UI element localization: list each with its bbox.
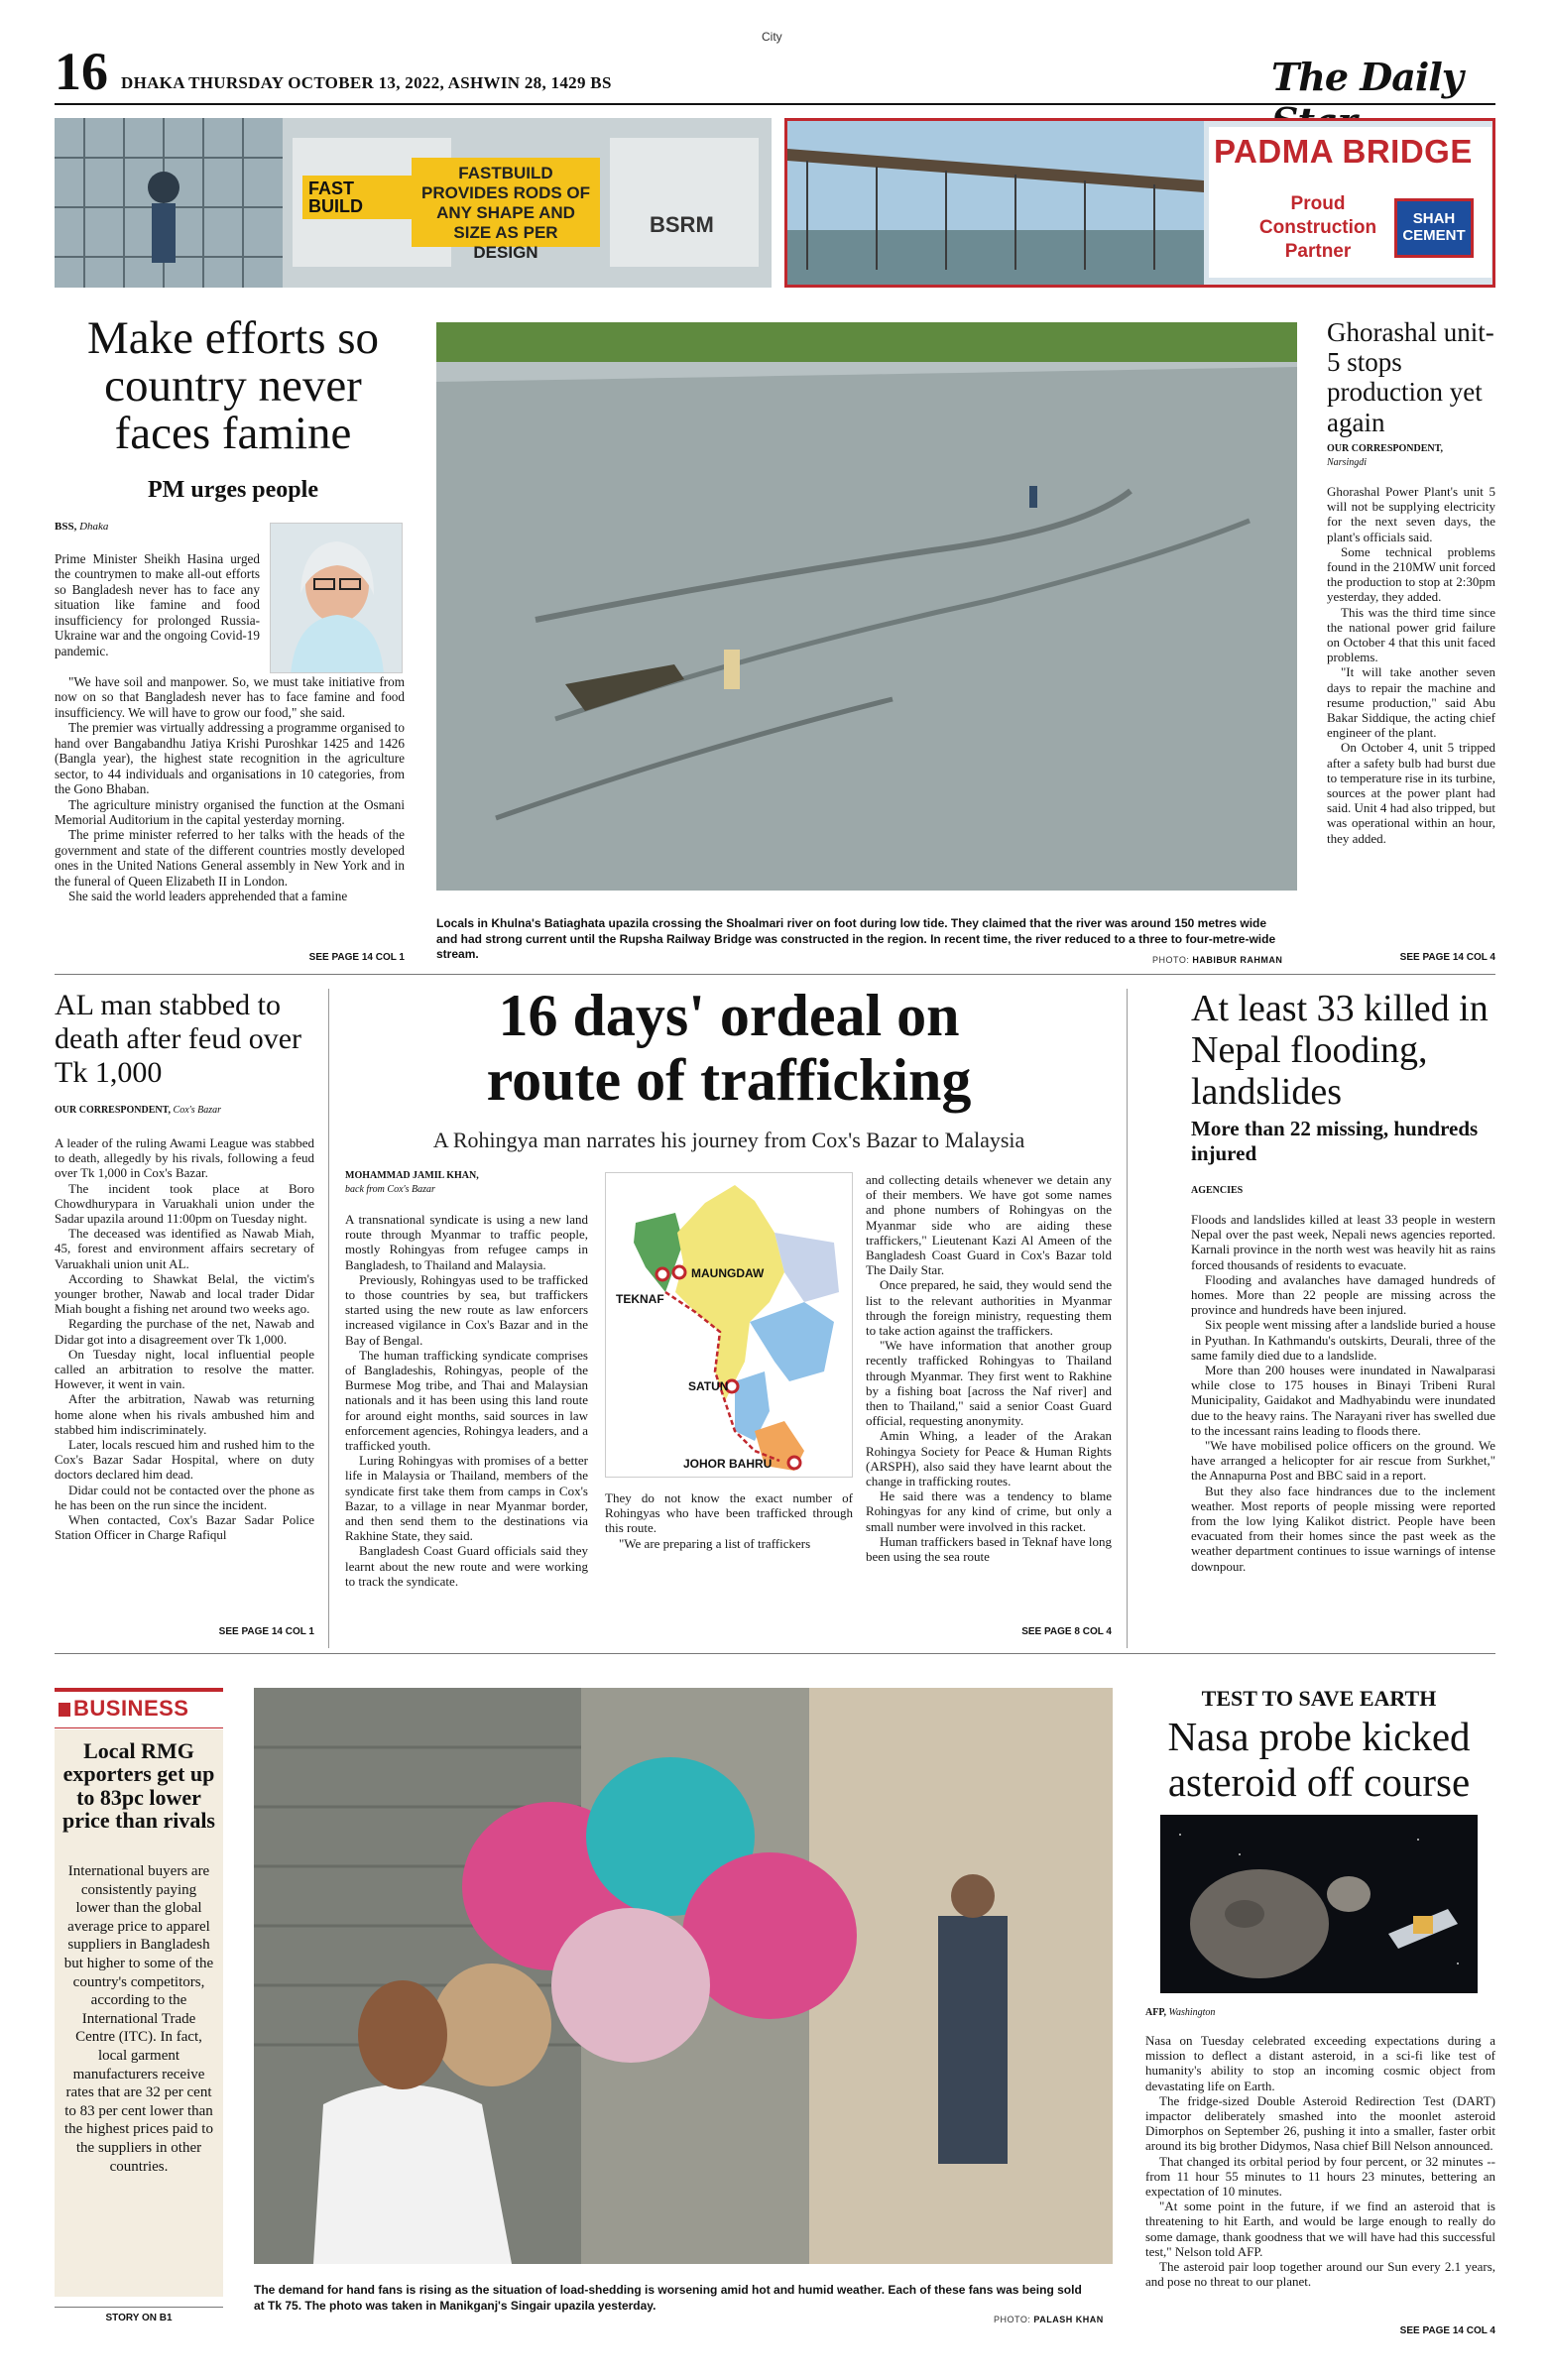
masthead-logo[interactable]: The Daily: [1271, 55, 1463, 99]
famine-byline: BSS, Dhaka: [55, 521, 109, 533]
business-headline[interactable]: Local RMG exporters get up to 83pc lower price than rivals: [62, 1738, 215, 1833]
shah-cement-logo: SHAH CEMENT: [1394, 198, 1474, 258]
trafficking-col1: A transnational syndicate is using a new land route through Myanmar to traffic people, mostly Rohingyas from refugee camps in Bangladesh, to Thailand and Malaysia. Previously, Rohingyas used to be trafficked to those countries by sea, but traffickers started using the new route as law enforcers increased vigilance in Cox's Bazar and in the Bay of Bengal. The human trafficking syndicate comprises of Bangladeshis, Rohingyas, people of the Burmese Mog tribe, and Thai and Malaysian nationals and it has been using this land route for around eight months, said sources in law enforcement agencies, Rohingya leaders, and a trafficked youth. Luring Rohingyas with promises of a better life in Malaysia or Thailand, members of the syndicate first take them from camps in Cox's Bazar, to a village in near Myanmar border, and then send them to the destinations via Rakhine State, they said. Bangladesh Coast Guard officials said they learnt about the new route and were working to track the syndicate.: [345, 1212, 588, 1589]
fans-caption: The demand for hand fans is rising as the situation of load-shedding is worsening amid hot and humid weather. Each of these fans was being sold at Tk 75. The photo was taken in Manikganj's Singair upazila yesterday.: [254, 2283, 1082, 2313]
ad-bsrm-fastbuild[interactable]: [55, 118, 772, 288]
nepal-body: Floods and landslides killed at least 33 people in western Nepal over the past week, Nepali news agencies reported. Karnali province in the north west was heavily hit as rains forced thousands of residents to evacuate. Flooding and avalanches have damaged hundreds of homes. More than 22 people are missing across the province and hundreds have been injured. Six people went missing after a landslide buried a house in Pyuthan. In Kathmandu's outskirts, Deurali, three of the same family died due to a landslide. More than 200 houses were inundated in Nawalparasi while close to 175 houses in Binayi Tribeni Rural Municipality, Gaidakot and Madhyabindu were inundated due to the heavy rains. The Narayani river has swelled due to the incessant rains leading to floods there. "We have mobilised police officers on the ground. We have arranged a helicopter for air rescue from Surkhet," the Annapurna Post and BBC said in a report. But they also face hindrances due to the inclement weather. Most reports of people missing were reported from the low lying Kalikot district. People have been evacuated from their homes since the past week as the weather department continues to issue warnings of intense downpour.: [1191, 1212, 1495, 1574]
trafficking-map: [605, 1172, 853, 1478]
fans-credit: PHOTO: PALASH KHAN: [994, 2315, 1104, 2324]
business-tag[interactable]: BUSINESS: [55, 1692, 223, 1728]
nasa-byline: AFP, Washington: [1145, 2007, 1216, 2018]
map-label-johor-bahru: JOHOR BAHRU: [683, 1457, 773, 1471]
ghorashal-byline: OUR CORRESPONDENT,: [1327, 443, 1444, 454]
padma-bridge-image: [787, 121, 1204, 285]
header-rule: [55, 103, 1495, 105]
business-tag-icon: [59, 1703, 70, 1717]
map-label-satun: SATUN: [688, 1379, 729, 1393]
al-man-body: A leader of the ruling Awami League was stabbed to death, allegedly by his rivals, following a feud over Tk 1,000 in Cox's Bazar. The incident took place at Boro Chowdhurypara in Varuakhali union under the Sadar upazila around 11:00pm on Tuesday night. The deceased was identified as Nawab Miah, 45, forest and environment affairs secretary of Varuakhali union unit AL. According to Shawkat Belal, the victim's younger brother, Nawab and local trader Didar Miah bought a fishing net around two weeks ago. Regarding the purchase of the net, Nawab and Didar got into a disagreement over Tk 1,000. On Tuesday night, local influential people called an arbitration to resolve the matter. However, it went in vain. After the arbitration, Nawab was returning home alone when his rivals ambushed him and stabbed him indiscriminately. Later, locals rescued him and rushed him to the Cox's Bazar Sadar Hospital, where on duty doctors declared him dead. Didar could not be contacted over the phone as he has been on the run since the incident. When contacted, Cox's Bazar Sadar Police Station Officer in Charge Rafiqul: [55, 1135, 314, 1543]
ad-shah-cement-padma[interactable]: [784, 118, 1495, 288]
asteroid-image: [1160, 1815, 1478, 1993]
famine-body: "We have soil and manpower. So, we must take initiative from now on so that Bangladesh never has to face famine and food insufficiency. We will have to grow our food," she said. The premier was virtually addressing a programme organised to hand over Bangabandhu Jatiya Krishi Puroshkar 1425 and 1426 (Bangla year), the highest state recognition in the agriculture sector, to 44 individuals and organisations in 10 categories, from the Gono Bhaban. The agriculture ministry organised the function at the Osmani Memorial Auditorium in the capital yesterday morning. The prime minister referred to her talks with the heads of the government and state of the different countries mostly developed ones in the United Nations General assembly in New York and in the funeral of Queen Elizabeth II in London. She said the world leaders apprehended that a famine: [55, 674, 405, 904]
hand-fans-photo: [254, 1688, 1113, 2264]
nasa-headline[interactable]: Nasa probe kicked asteroid off course: [1167, 1714, 1471, 1806]
famine-see-page[interactable]: SEE PAGE 14 COL 1: [308, 952, 405, 963]
nasa-kicker: TEST TO SAVE EARTH: [1201, 1686, 1437, 1711]
al-man-headline[interactable]: AL man stabbed to death after feud over Tk 1,000: [55, 989, 302, 1089]
ad-partner-text: Proud Construction Partner: [1258, 193, 1377, 262]
nepal-byline: AGENCIES: [1191, 1185, 1244, 1196]
al-man-byline: OUR CORRESPONDENT, Cox's Bazar: [55, 1105, 222, 1116]
lower-rule: [55, 1653, 1495, 1654]
business-story-on[interactable]: STORY ON B1: [55, 2307, 223, 2323]
col-divider-2: [1127, 989, 1128, 1648]
trafficking-byline: MOHAMMAD JAMIL KHAN,: [345, 1170, 479, 1181]
fastbuild-logo: FAST BUILD: [302, 176, 412, 219]
trafficking-col3: and collecting details whenever we detain any of their members. We have got some names and phone numbers of Rohingyas on the Myanmar side who are aiding these traffickers," Lieutenant Kazi Al Ameen of the Bangladesh Coast Guard in Cox's Bazar told The Daily Star. Once prepared, he said, they would send the list to the relevant authorities in Myanmar through the foreign ministry, requesting them to take action against the traffickers. "We have information that another group recently trafficked Rohingyas to Thailand through Myanmar. They first went to Rakhine by a fishing boat [across the Naf river] and then to Thailand," said a senior Coast Guard official, requesting anonymity. Amin Whing, a leader of the Arakan Rohingya Society for Peace & Human Rights (ARSPH), also said they have learnt about the change in trafficking routes. He said there was a tendency to blame Rohingyas for any kind of crime, but only a small number were involved in this racket. Human traffickers based in Teknaf have long been using the sea route: [866, 1172, 1112, 1565]
nasa-see-page[interactable]: SEE PAGE 14 COL 4: [1399, 2325, 1495, 2336]
ghorashal-see-page[interactable]: SEE PAGE 14 COL 4: [1399, 952, 1495, 963]
business-box: [55, 1688, 223, 2322]
river-credit: PHOTO: HABIBUR RAHMAN: [1152, 955, 1283, 965]
trafficking-byline-note: back from Cox's Bazar: [345, 1184, 435, 1195]
padma-bridge-title: PADMA BRIDGE: [1214, 133, 1473, 170]
trafficking-col2: They do not know the exact number of Rohingyas who have been trafficked through this route. "We are preparing a list of traffickers: [605, 1490, 853, 1551]
famine-headline[interactable]: Make efforts so country never faces famine: [86, 312, 380, 459]
famine-body-top: Prime Minister Sheikh Hasina urged the countrymen to make all-out efforts so Bangladesh never has to face any situation like famine and food insufficiency for prolonged Russia-Ukraine war and the ongoing Covid-19 pandemic.: [55, 551, 260, 658]
section-label: City: [762, 30, 782, 44]
pm-portrait: [270, 523, 403, 673]
nasa-body: Nasa on Tuesday celebrated exceeding expectations during a mission to deflect a distant asteroid, in a sci-fi like test of humanity's ability to stop an incoming cosmic object from devastating life on Earth. The fridge-sized Double Asteroid Redirection Test (DART) impactor deliberately smashed into the moonlet asteroid Dimorphos on September 26, pushing it into a smaller, faster orbit around its big brother Didymos, Nasa chief Bill Nelson announced. That changed its orbital period by four percent, or 32 minutes -- from 11 hour 55 minutes to 11 hours 23 minutes, bettering an expectation of 10 minutes. "At some point in the future, if we find an asteroid that is threatening to hit Earth, and would be large enough to really do some damage, thank goodness that we will have had this successful test," Nelson told AFP. The asteroid pair loop together around our Sun every 2.1 years, and pose no threat to our planet.: [1145, 2033, 1495, 2290]
business-body: International buyers are consistently paying lower than the global average price to apparel suppliers in Bangladesh but higher to some of the country's competitors, according to the International Trade Centre (ITC). In fact, local garment manufacturers receive rates that are 32 per cent to 83 per cent lower than the highest prices paid to the suppliers in other countries.: [63, 1863, 214, 2175]
river-photo: [436, 322, 1297, 891]
nepal-headline[interactable]: At least 33 killed in Nepal flooding, landslides: [1191, 988, 1489, 1113]
bsrm-logo: BSRM: [650, 212, 714, 237]
map-label-teknaf: TEKNAF: [616, 1292, 664, 1306]
col-divider-1: [328, 989, 329, 1648]
ghorashal-headline[interactable]: Ghorashal unit-5 stops production yet again: [1327, 317, 1494, 437]
ghorashal-body: Ghorashal Power Plant's unit 5 will not be supplying electricity for the next seven days, the plant's officials said. Some technical problems found in the 210MW unit forced the production to stop at 2:30pm yesterday, they added. This was the third time since the national power grid failure on October 4 that this unit faced problems. "It will take another seven days to repair the machine and resume production," said Abu Bakar Siddique, the acting chief engineer of the plant. On October 4, unit 5 tripped after a safety bulb had burst due to temperature rise in its turbine, sources at the power plant had said. Unit 4 had also tripped, but was operational within an hour, they added.: [1327, 484, 1495, 846]
trafficking-see-page[interactable]: SEE PAGE 8 COL 4: [1021, 1626, 1112, 1637]
river-caption: Locals in Khulna's Batiaghata upazila crossing the Shoalmari river on foot during low tide. They claimed that the river was around 150 metres wide and had strong current until the Rupsha Railway Bridge was constructed in the region. In recent time, the river reduced to a three to four-metre-wide stream.: [436, 916, 1276, 962]
map-label-maungdaw: MAUNGDAW: [691, 1266, 765, 1280]
ad-bsrm-tagline: FASTBUILD PROVIDES RODS OF ANY SHAPE AND SIZE AS PER DESIGN: [412, 158, 600, 247]
mid-rule: [55, 974, 1495, 975]
route-map-svg: [606, 1173, 854, 1479]
trafficking-headline[interactable]: 16 days' ordeal on route of trafficking: [486, 983, 972, 1113]
dateline: DHAKA THURSDAY OCTOBER 13, 2022, ASHWIN 28, 1429 BS: [121, 73, 612, 92]
famine-subhead: PM urges people: [148, 477, 318, 503]
page-number: 16: [55, 42, 108, 101]
ghorashal-place: Narsingdi: [1327, 457, 1368, 468]
trafficking-subhead: A Rohingya man narrates his journey from Cox's Bazar to Malaysia: [432, 1128, 1025, 1152]
nepal-subhead: More than 22 missing, hundreds injured: [1191, 1117, 1479, 1166]
al-man-see-page[interactable]: SEE PAGE 14 COL 1: [218, 1626, 314, 1637]
